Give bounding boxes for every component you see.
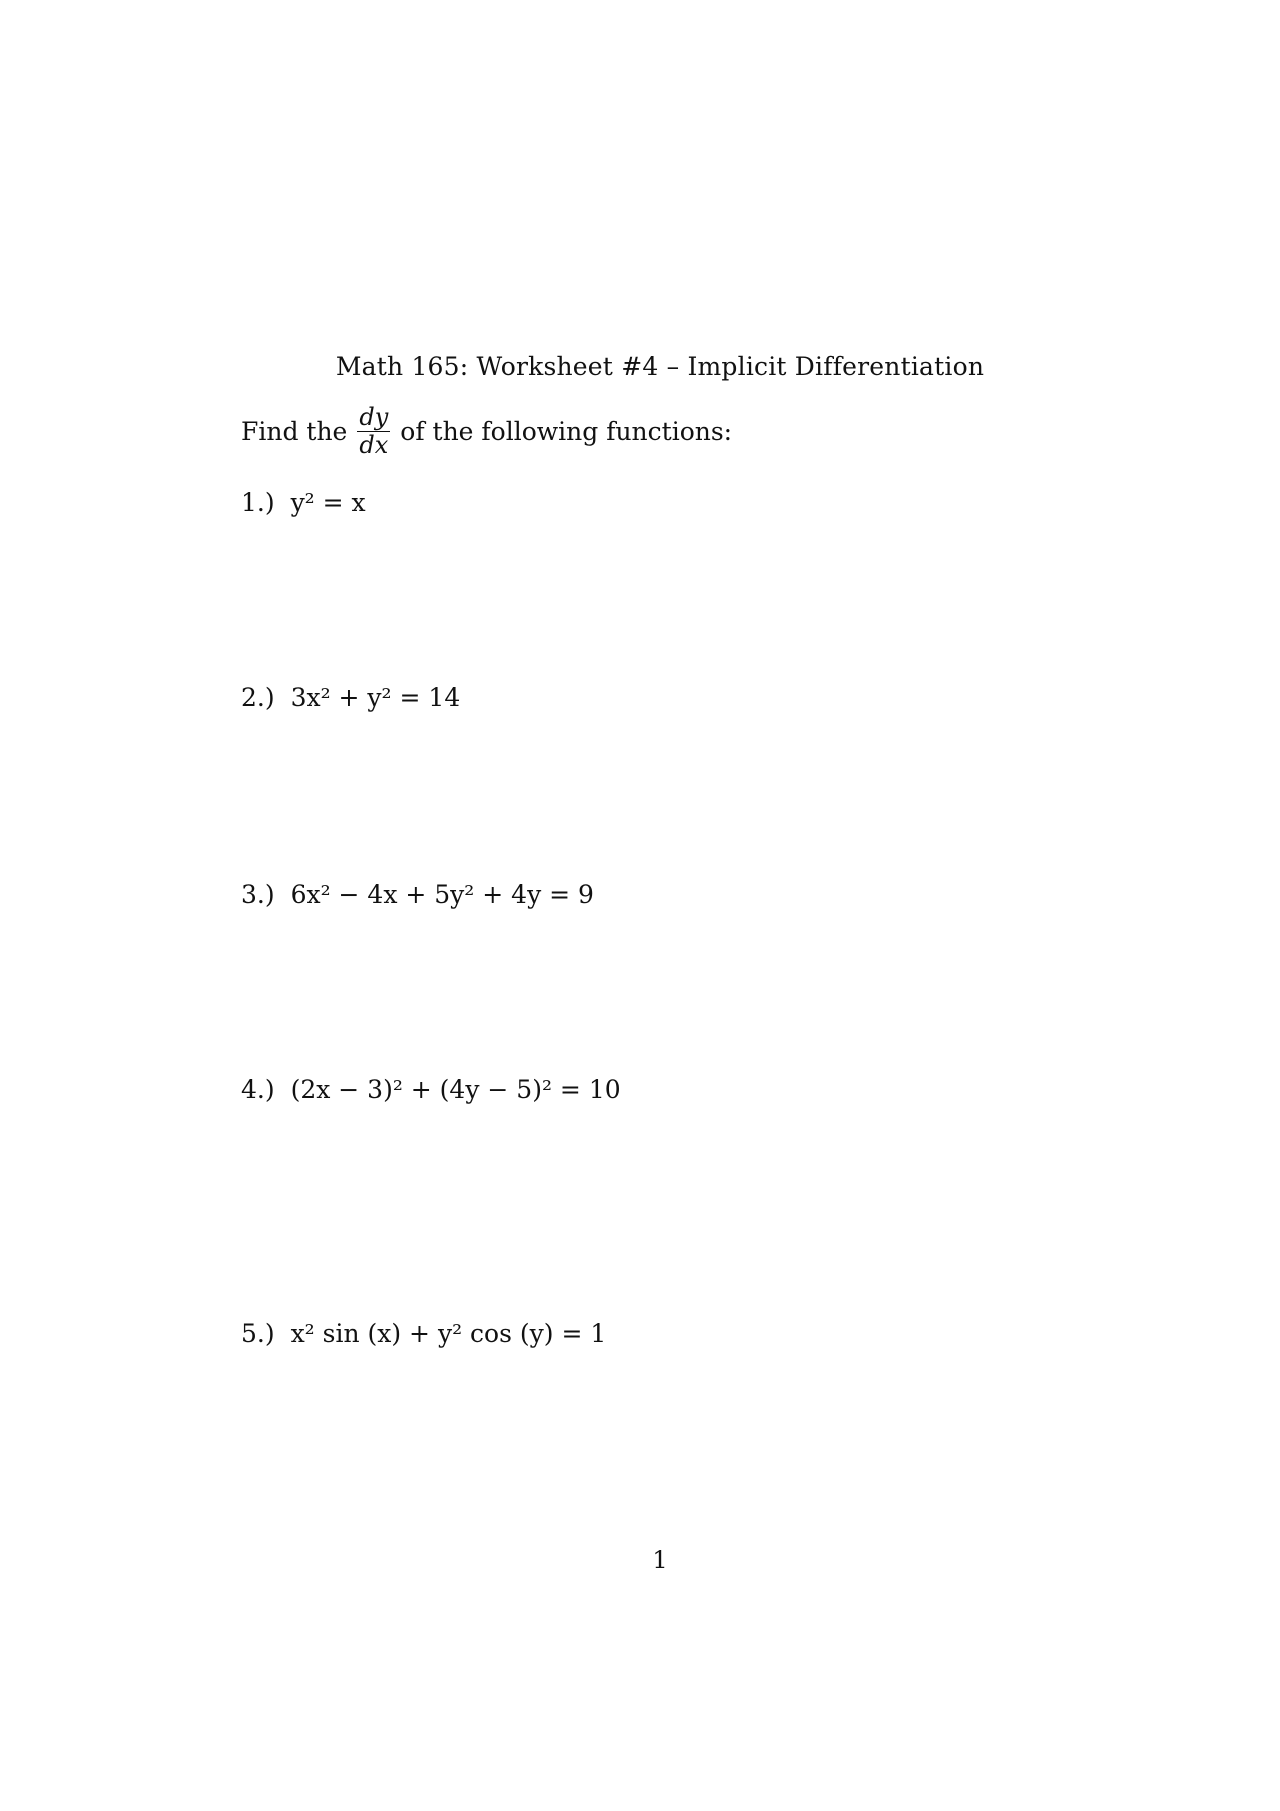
instruction-line — [241, 405, 732, 458]
problem-label: 2.) — [241, 683, 275, 712]
problem-expression: 3x² + y² = 14 — [290, 683, 461, 712]
fraction-denominator: dx — [359, 431, 389, 460]
page-number: 1 — [652, 1546, 668, 1574]
problem-label: 5.) — [241, 1319, 275, 1348]
instruction-prefix: Find the — [241, 417, 348, 447]
problem-expression: x² sin (x) + y² cos (y) = 1 — [290, 1319, 607, 1348]
problem-label: 4.) — [241, 1075, 275, 1104]
problem-label: 3.) — [241, 880, 275, 909]
problem-4 — [241, 1075, 621, 1104]
problem-expression: y² = x — [290, 488, 366, 517]
problem-3 — [241, 880, 594, 909]
problem-label: 1.) — [241, 488, 275, 517]
problem-2 — [241, 683, 460, 712]
problem-1 — [241, 488, 366, 517]
problem-expression: 6x² − 4x + 5y² + 4y = 9 — [290, 880, 594, 909]
problem-5 — [241, 1319, 606, 1348]
fraction-numerator: dy — [359, 403, 389, 431]
problem-expression: (2x − 3)² + (4y − 5)² = 10 — [290, 1075, 621, 1104]
page-title: Math 165: Worksheet #4 – Implicit Differentiation — [335, 352, 985, 381]
instruction-suffix: of the following functions: — [400, 417, 733, 447]
derivative-fraction — [357, 405, 390, 458]
